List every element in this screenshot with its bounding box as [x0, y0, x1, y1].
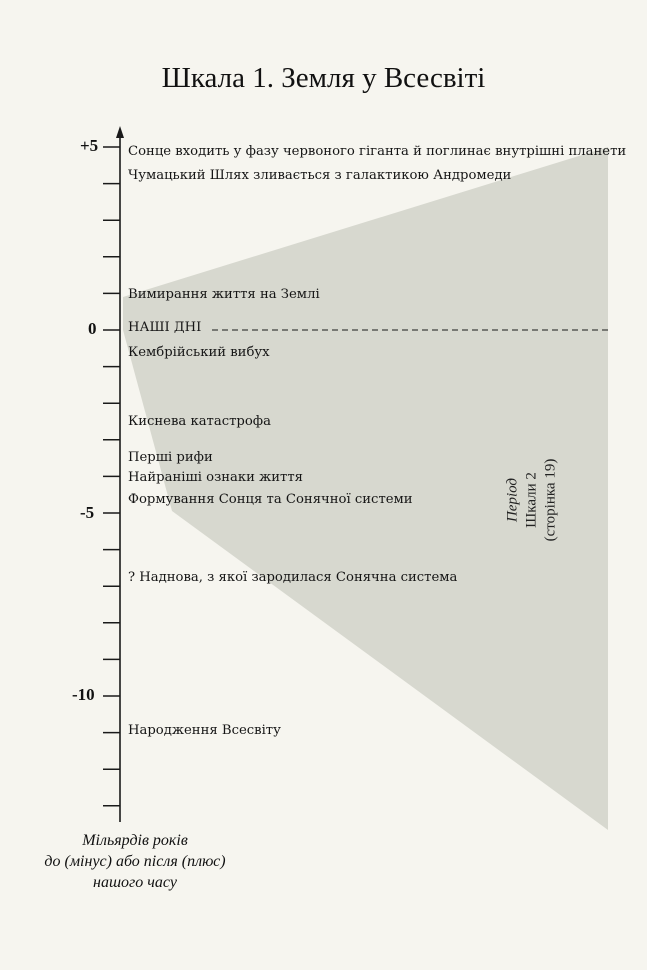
event-supernova: ? Наднова, з якої зародилася Сонячна система: [128, 570, 458, 585]
axis-ticks: [103, 147, 120, 806]
period-label-line: Період: [504, 477, 521, 523]
page-title: Шкала 1. Земля у Всесвіті: [161, 62, 486, 94]
period-label: [504, 400, 561, 600]
period-label-line: Шкали 2: [523, 472, 540, 528]
event-solar-system-formation: Формування Сонця та Сонячної системи: [128, 492, 413, 507]
axis-caption-line: до (мінус) або після (плюс): [44, 853, 226, 870]
axis-caption-line: нашого часу: [93, 874, 177, 891]
tick-label-minus-5: -5: [80, 503, 95, 522]
event-life-extinction: Вимирання життя на Землі: [128, 287, 320, 302]
event-present-day: НАШІ ДНІ: [128, 320, 202, 335]
axis-caption: [10, 830, 260, 893]
event-oxygen-catastrophe: Киснева катастрофа: [128, 414, 271, 429]
event-first-reefs: Перші рифи: [128, 450, 213, 465]
event-earliest-life: Найраніші ознаки життя: [128, 470, 303, 485]
tick-label-plus-5: +5: [80, 136, 99, 155]
period-label-line: (сторінка 19): [542, 458, 559, 542]
event-cambrian-explosion: Кембрійський вибух: [128, 345, 270, 360]
event-red-giant: Сонце входить у фазу червоного гіганта й поглинає внутрішні планети: [128, 144, 627, 159]
axis-caption-line: Мільярдів років: [82, 832, 188, 849]
tick-label-minus-10: -10: [72, 685, 95, 704]
axis-arrow-icon: [116, 126, 124, 138]
event-andromeda-merger: Чумацький Шлях зливається з галактикою Андромеди: [128, 168, 512, 183]
event-universe-birth: Народження Всесвіту: [128, 723, 281, 738]
tick-label-zero: 0: [88, 319, 97, 338]
